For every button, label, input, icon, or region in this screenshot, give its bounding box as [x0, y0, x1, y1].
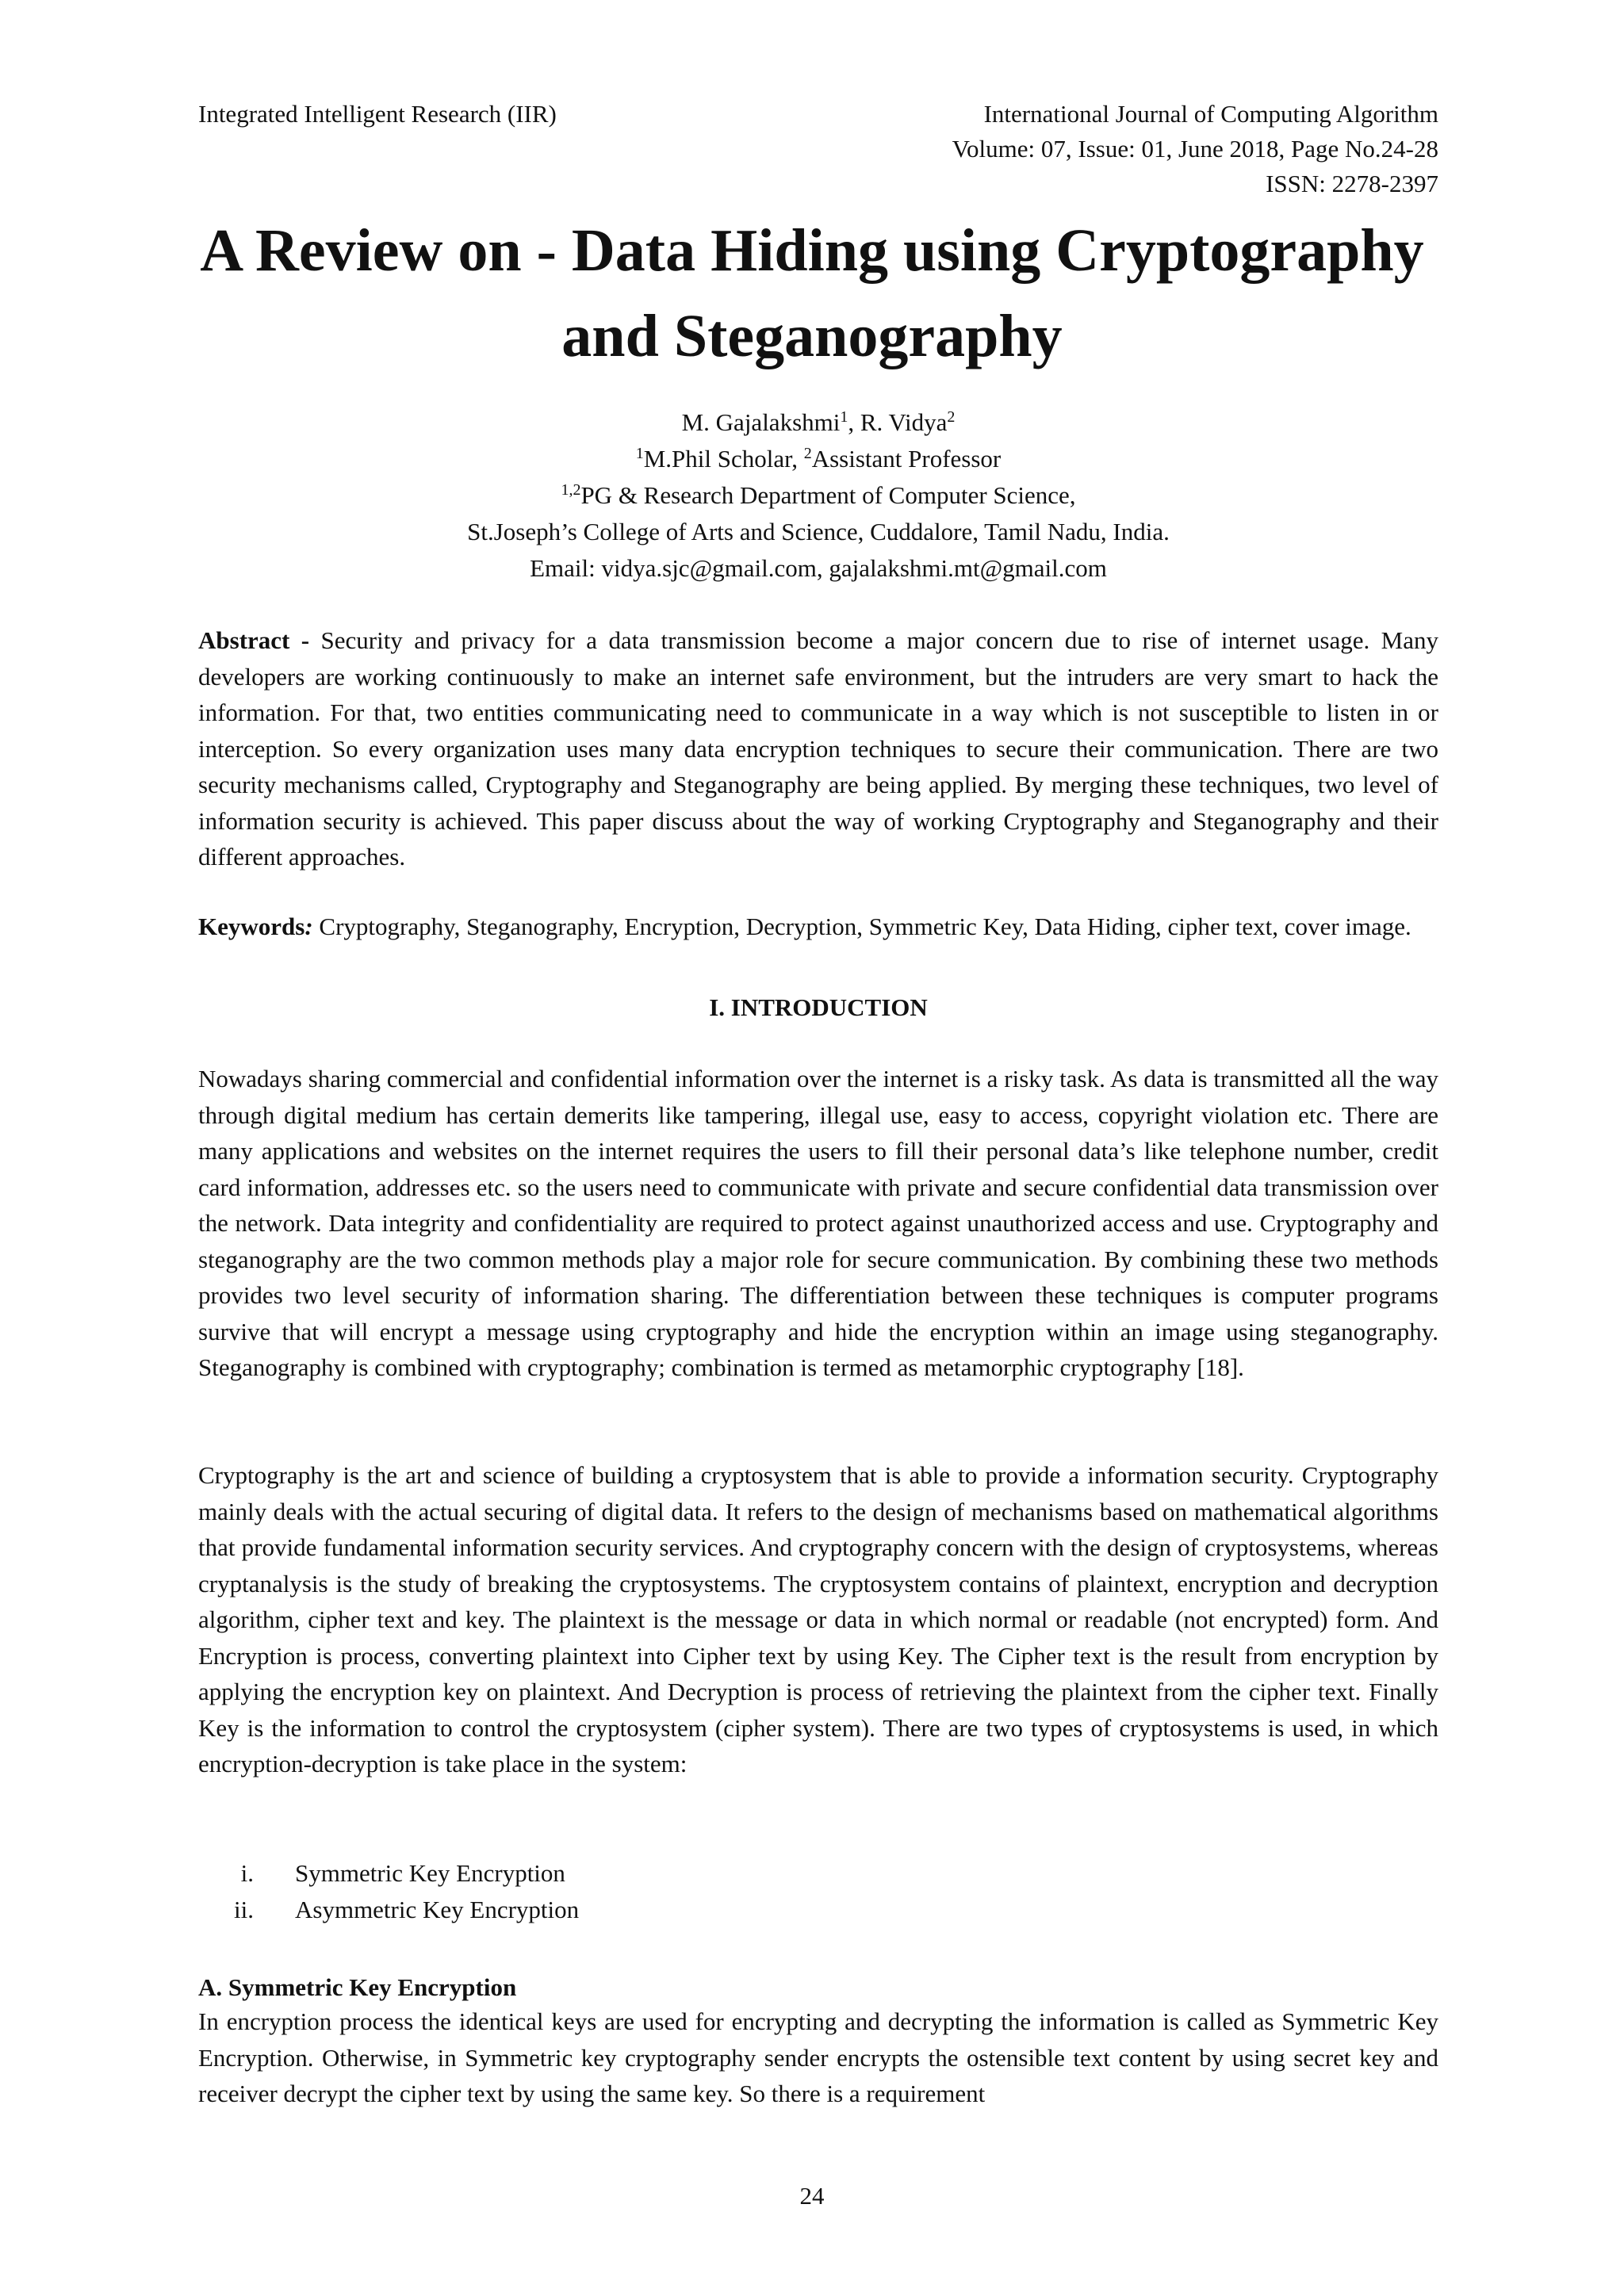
- intro-paragraph-2-text: Cryptography is the art and science of building a cryptosystem that is able to provide a information security. Cryptography mainly deals with the actual securing of digital data. It refers to the design of mechanisms based on mathematical algorithms that provide fundamental information security services. And cryptography concern with the design of cryptosystems, whereas cryptanalysis is the study of breaking the cryptosystems. The cryptosystem contains of plaintext, encryption and decryption algorithm, cipher text and key. The plaintext is the message or data in which normal or readable (not encrypted) form. And Encryption is process, converting plaintext into Cipher text by using Key. The Cipher text is the result from encryption by applying the encryption key on plaintext. And Decryption is process of retrieving the plaintext from the cipher text. Finally Key is the information to control the cryptosystem (cipher system). There are two types of cryptosystems is used, in which encryption-decryption is take place in the system:: [198, 1461, 1438, 1777]
- author-email: Email: vidya.sjc@gmail.com, gajalakshmi.mt@gmail.com: [530, 554, 1107, 582]
- symmetric-key-paragraph-text: In encryption process the identical keys are used for encrypting and decrypting the information is called as Symmetric Key Encryption. Otherwise, in Symmetric key cryptography sender encrypts the ostensible text content by using secret key and receiver decrypt the cipher text by using the same key. So there is a requirement: [198, 2007, 1438, 2107]
- section-heading-introduction: I. INTRODUCTION: [709, 993, 928, 1021]
- author-block: [198, 404, 1438, 587]
- author-2-affil: 2: [947, 408, 956, 426]
- keywords-colon: :: [304, 913, 313, 940]
- list-item-number: i.: [240, 1859, 254, 1887]
- department-marker: 1,2: [561, 481, 581, 499]
- intro-paragraph-1: [198, 1061, 1438, 1386]
- header-volume: Volume: 07, Issue: 01, June 2018, Page No.24-28: [952, 135, 1438, 163]
- keywords-label: Keywords: [198, 913, 305, 940]
- cryptosystem-type-list: [198, 1855, 579, 1928]
- abstract-text: Security and privacy for a data transmission become a major concern due to rise of internet usage. Many developers are working continuously to make an internet safe environment, but the intruders are very smart to hack the information. For that, two entities communicating need to communicate in a way which is not susceptible to listen in or interception. So every organization uses many data encryption techniques to secure their communication. There are two security mechanisms called, Cryptography and Steganography are being applied. By merging these techniques, two level of information security is achieved. This paper discuss about the way of working Cryptography and Steganography and their different approaches.: [198, 626, 1438, 871]
- list-item-number: ii.: [234, 1896, 254, 1923]
- role-1: M.Phil Scholar,: [643, 445, 804, 473]
- header-issn: ISSN: 2278-2397: [1266, 170, 1438, 197]
- role-1-marker: 1: [635, 445, 644, 462]
- author-1-affil: 1: [840, 408, 848, 426]
- abstract-label: Abstract -: [198, 626, 310, 654]
- author-1: M. Gajalakshmi: [681, 408, 841, 436]
- list-item-text: Symmetric Key Encryption: [295, 1859, 565, 1887]
- paper-title: A Review on - Data Hiding using Cryptography and Steganography: [200, 217, 1424, 369]
- author-names: [198, 404, 1438, 441]
- list-item-text: Asymmetric Key Encryption: [295, 1896, 580, 1923]
- keywords-text: Cryptography, Steganography, Encryption, Decryption, Symmetric Key, Data Hiding, cipher text, cover image.: [312, 913, 1411, 940]
- keywords: [198, 909, 1438, 945]
- list-item: [198, 1855, 579, 1892]
- intro-paragraph-1-text: Nowadays sharing commercial and confidential information over the internet is a risky task. As data is transmitted all the way through digital medium has certain demerits like tampering, illegal use, easy to access, copyright violation etc. There are many applications and websites on the internet requires the users to fill their personal data’s like telephone number, credit card information, addresses etc. so the users need to communicate with private and secure confidential data transmission over the network. Data integrity and confidentiality are required to protect against unauthorized access and use. Cryptography and steganography are the two common methods play a major role for secure communication. By combining these two methods provides two level security of information sharing. The differentiation between these techniques is computer programs survive that will encrypt a message using cryptography and hide the encryption within an image using steganography. Steganography is combined with cryptography; combination is termed as metamorphic cryptography [18].: [198, 1065, 1438, 1381]
- department-text: PG & Research Department of Computer Science,: [580, 481, 1076, 509]
- author-college: St.Joseph’s College of Arts and Science, Cuddalore, Tamil Nadu, India.: [467, 518, 1170, 545]
- abstract: [198, 622, 1438, 875]
- role-2-marker: 2: [803, 445, 812, 462]
- page-number: 24: [799, 2182, 825, 2210]
- author-roles: [198, 441, 1438, 477]
- header-journal-name: International Journal of Computing Algorithm: [983, 100, 1438, 128]
- list-item: [198, 1892, 579, 1928]
- header-publisher: Integrated Intelligent Research (IIR): [198, 100, 557, 128]
- author-department: [198, 477, 1438, 514]
- header-journal-info: [952, 97, 1438, 201]
- author-2: , R. Vidya: [848, 408, 948, 436]
- subheading-symmetric-key: A. Symmetric Key Encryption: [198, 1973, 517, 2001]
- intro-paragraph-2: [198, 1457, 1438, 1782]
- role-2: Assistant Professor: [811, 445, 1002, 473]
- symmetric-key-paragraph: [198, 2003, 1438, 2112]
